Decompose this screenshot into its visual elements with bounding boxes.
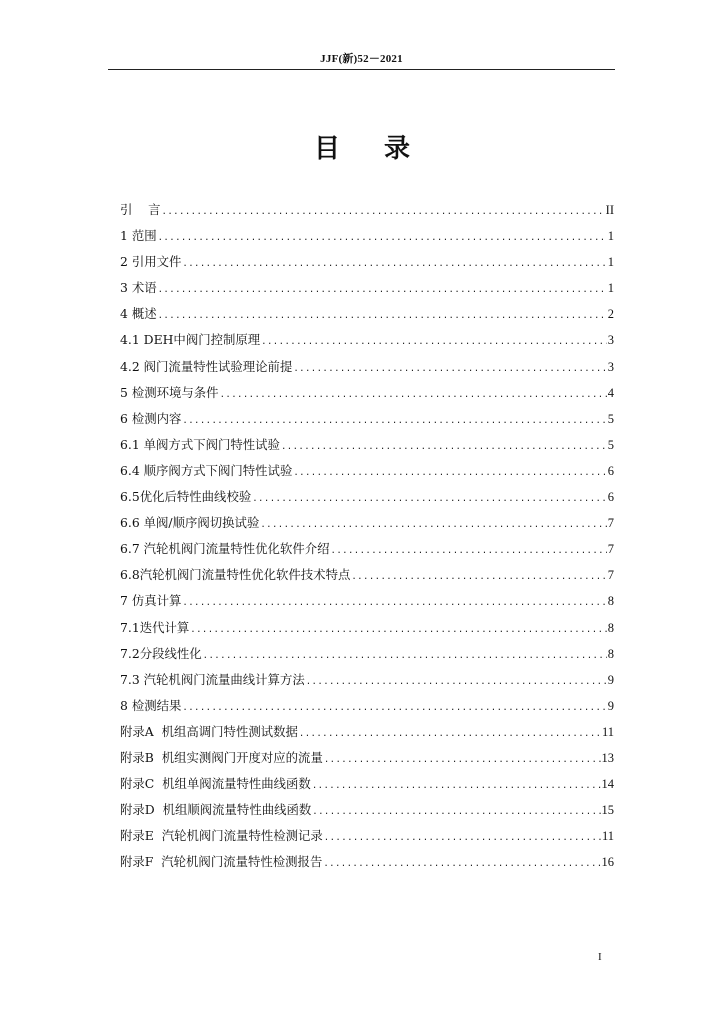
- toc-entry[interactable]: [120, 304, 614, 330]
- toc-entry-title: 6.7 汽轮机阀门流量特性优化软件介绍: [120, 541, 330, 557]
- toc-entry[interactable]: [120, 226, 614, 252]
- toc-entry[interactable]: [120, 252, 614, 278]
- toc-entry-page: 3: [607, 333, 614, 348]
- toc-dot-leader: [260, 515, 606, 535]
- toc-dot-leader: [162, 202, 605, 222]
- toc-entry-title: 5 检测环境与条件: [120, 384, 219, 400]
- toc-dot-leader: [281, 437, 607, 457]
- toc-entry-page: II: [605, 203, 614, 217]
- toc-entry-page: 8: [607, 620, 614, 635]
- toc-entry[interactable]: [120, 383, 614, 409]
- toc-entry[interactable]: [120, 513, 614, 539]
- toc-entry-page: 6: [607, 490, 614, 505]
- toc-entry-page: 11: [601, 724, 614, 739]
- toc-entry-page: 7: [607, 568, 614, 583]
- toc-entry-title: 6.8汽轮机阀门流量特性优化软件技术特点: [120, 567, 351, 583]
- toc-dot-leader: [351, 567, 606, 587]
- toc-entry[interactable]: [120, 591, 614, 617]
- toc-entry-title: 7.3 汽轮机阀门流量曲线计算方法: [120, 671, 305, 687]
- toc-dot-leader: [261, 332, 607, 352]
- toc-entry-title: 附录C 机组单阀流量特性曲线函数: [120, 776, 311, 792]
- toc-entry-title: 4.2 阀门流量特性试验理论前提: [120, 358, 293, 374]
- toc-dot-leader: [252, 489, 607, 509]
- document-code-header: JJF(新)52－2021: [320, 53, 403, 65]
- toc-entry[interactable]: [120, 200, 614, 226]
- toc-entry-page: 15: [601, 803, 614, 818]
- toc-entry-title: 附录E 汽轮机阀门流量特性检测记录: [120, 828, 323, 844]
- toc-dot-leader: [323, 854, 600, 874]
- toc-entry-page: 1: [607, 229, 614, 244]
- toc-dot-leader: [293, 463, 606, 483]
- toc-entry-page: 5: [607, 437, 614, 452]
- toc-entry-title: 1 范围: [120, 228, 157, 244]
- toc-dot-leader: [182, 593, 606, 613]
- toc-entry[interactable]: [120, 435, 614, 461]
- toc-entry[interactable]: [120, 748, 614, 774]
- toc-entry-title: 4.1 DEH中阀门控制原理: [120, 332, 261, 348]
- toc-entry-title: 7 仿真计算: [120, 593, 182, 609]
- toc-dot-leader: [312, 776, 601, 796]
- toc-dot-leader: [182, 698, 606, 718]
- toc-entry[interactable]: [120, 357, 614, 383]
- toc-dot-leader: [158, 228, 607, 248]
- toc-entry[interactable]: [120, 330, 614, 356]
- toc-entry-title: 7.1迭代计算: [120, 619, 190, 635]
- toc-entry-page: 14: [601, 777, 614, 792]
- toc-dot-leader: [293, 359, 606, 379]
- toc-entry-page: 1: [607, 281, 614, 296]
- toc-dot-leader: [182, 411, 606, 431]
- toc-entry-title: 附录F 汽轮机阀门流量特性检测报告: [120, 854, 323, 870]
- toc-entry-title: 引 言: [120, 202, 161, 217]
- toc-entry-page: 2: [607, 307, 614, 322]
- toc-entry-title: 2 引用文件: [120, 254, 182, 270]
- toc-entry-page: 8: [607, 594, 614, 609]
- toc-entry[interactable]: [120, 487, 614, 513]
- title-char-2: 录: [384, 134, 411, 164]
- toc-entry-page: 7: [607, 516, 614, 531]
- toc-dot-leader: [312, 802, 600, 822]
- page-title: [0, 128, 724, 165]
- toc-entry-page: 5: [607, 411, 614, 426]
- toc-entry[interactable]: [120, 696, 614, 722]
- header-divider: [108, 69, 615, 70]
- toc-entry[interactable]: [120, 722, 614, 748]
- toc-entry[interactable]: [120, 278, 614, 304]
- toc-entry[interactable]: [120, 800, 614, 826]
- toc-dot-leader: [158, 306, 607, 326]
- title-char-1: 目: [313, 134, 340, 164]
- toc-entry[interactable]: [120, 852, 614, 878]
- toc-entry[interactable]: [120, 618, 614, 644]
- toc-entry-page: 11: [601, 829, 614, 844]
- toc-dot-leader: [203, 646, 607, 666]
- toc-dot-leader: [158, 280, 607, 300]
- toc-entry-title: 6.6 单阀/顺序阀切换试验: [120, 515, 260, 531]
- toc-dot-leader: [190, 620, 606, 640]
- toc-dot-leader: [182, 254, 606, 274]
- toc-entry-title: 附录A 机组高调门特性测试数据: [120, 723, 298, 739]
- toc-entry[interactable]: [120, 539, 614, 565]
- toc-dot-leader: [306, 672, 607, 692]
- toc-entry[interactable]: [120, 644, 614, 670]
- toc-entry-page: 16: [601, 855, 614, 870]
- toc-entry-page: 4: [607, 385, 614, 400]
- toc-entry[interactable]: [120, 774, 614, 800]
- toc-dot-leader: [331, 541, 607, 561]
- toc-dot-leader: [324, 750, 601, 770]
- toc-entry-title: 6.1 单阀方式下阀门特性试验: [120, 436, 280, 452]
- toc-entry-page: 6: [607, 463, 614, 478]
- toc-entry-title: 8 检测结果: [120, 697, 182, 713]
- toc-entry-title: 6.5优化后特性曲线校验: [120, 489, 252, 505]
- toc-entry-page: 9: [607, 698, 614, 713]
- toc-dot-leader: [324, 828, 601, 848]
- toc-entry[interactable]: [120, 565, 614, 591]
- toc-entry-page: 9: [607, 672, 614, 687]
- toc-entry-title: 7.2分段线性化: [120, 645, 202, 661]
- toc-entry[interactable]: [120, 826, 614, 852]
- toc-entry-title: 4 概述: [120, 306, 157, 322]
- toc-entry[interactable]: [120, 409, 614, 435]
- toc-dot-leader: [220, 385, 607, 405]
- toc-entry-title: 6 检测内容: [120, 410, 182, 426]
- toc-entry-page: 13: [601, 750, 614, 765]
- page-number: I: [598, 951, 602, 963]
- toc-entry-title: 附录D 机组顺阀流量特性曲线函数: [120, 802, 312, 818]
- table-of-contents: [120, 200, 614, 878]
- toc-entry-page: 1: [607, 255, 614, 270]
- toc-entry-title: 附录B 机组实测阀门开度对应的流量: [120, 749, 323, 765]
- toc-entry-title: 3 术语: [120, 280, 157, 296]
- toc-entry-title: 6.4 顺序阀方式下阀门特性试验: [120, 462, 293, 478]
- toc-entry[interactable]: [120, 670, 614, 696]
- toc-dot-leader: [299, 724, 601, 744]
- toc-entry[interactable]: [120, 461, 614, 487]
- toc-entry-page: 3: [607, 359, 614, 374]
- toc-entry-page: 7: [607, 542, 614, 557]
- toc-entry-page: 8: [607, 646, 614, 661]
